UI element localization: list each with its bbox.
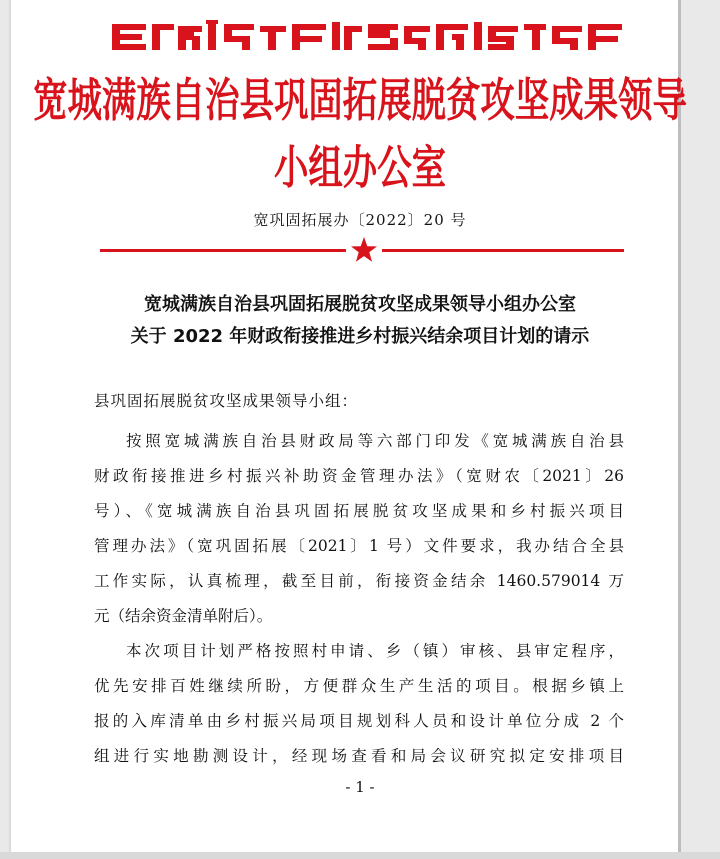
body-line: 元（结余资金清单附后）。	[94, 607, 273, 625]
salutation: 县巩固拓展脱贫攻坚成果领导小组：	[94, 392, 359, 410]
red-separator-left	[100, 249, 346, 252]
document-number: 宽巩固拓展办〔2022〕20 号	[253, 211, 467, 229]
body-line: 本次项目计划严格按照村申请、乡（镇）审核、县审定程序，	[126, 642, 624, 660]
body-line: 财政衔接推进乡村振兴补助资金管理办法》（宽财农〔2021〕26	[94, 467, 624, 485]
body-line: 号）、《宽城满族自治县巩固拓展脱贫攻坚成果和乡村振兴项目	[94, 502, 624, 520]
body-line: 工作实际，认真梳理，截至目前，衔接资金结余 1460.579014 万	[94, 572, 624, 590]
body-line: 报的入库清单由乡村振兴局项目规划科人员和设计单位分成 2 个	[94, 712, 624, 730]
body-line: 管理办法》（宽巩固拓展〔2021〕1 号）文件要求，我办结合全县	[94, 537, 624, 555]
body-line: 按照宽城满族自治县财政局等六部门印发《宽城满族自治县	[126, 432, 624, 450]
body-line: 优先安排百姓继续所盼，方便群众生产生活的项目。根据乡镇上	[94, 677, 624, 695]
mongolian-script-artwork	[108, 16, 628, 56]
document-title-line-2: 关于 2022 年财政衔接推进乡村振兴结余项目计划的请示	[130, 326, 590, 347]
body-line: 组进行实地勘测设计，经现场查看和局会议研究拟定安排项目	[94, 747, 624, 765]
next-page-strip	[0, 852, 720, 859]
red-star-icon	[350, 236, 378, 264]
mongolian-script-header	[108, 16, 628, 56]
document-title-line-1: 宽城满族自治县巩固拓展脱贫攻坚成果领导小组办公室	[144, 294, 576, 315]
red-separator-right	[382, 249, 624, 252]
org-header-title: 宽城满族自治县巩固拓展脱贫攻坚成果领导小组办公室	[33, 72, 687, 195]
page-number: - 1 -	[345, 778, 375, 796]
